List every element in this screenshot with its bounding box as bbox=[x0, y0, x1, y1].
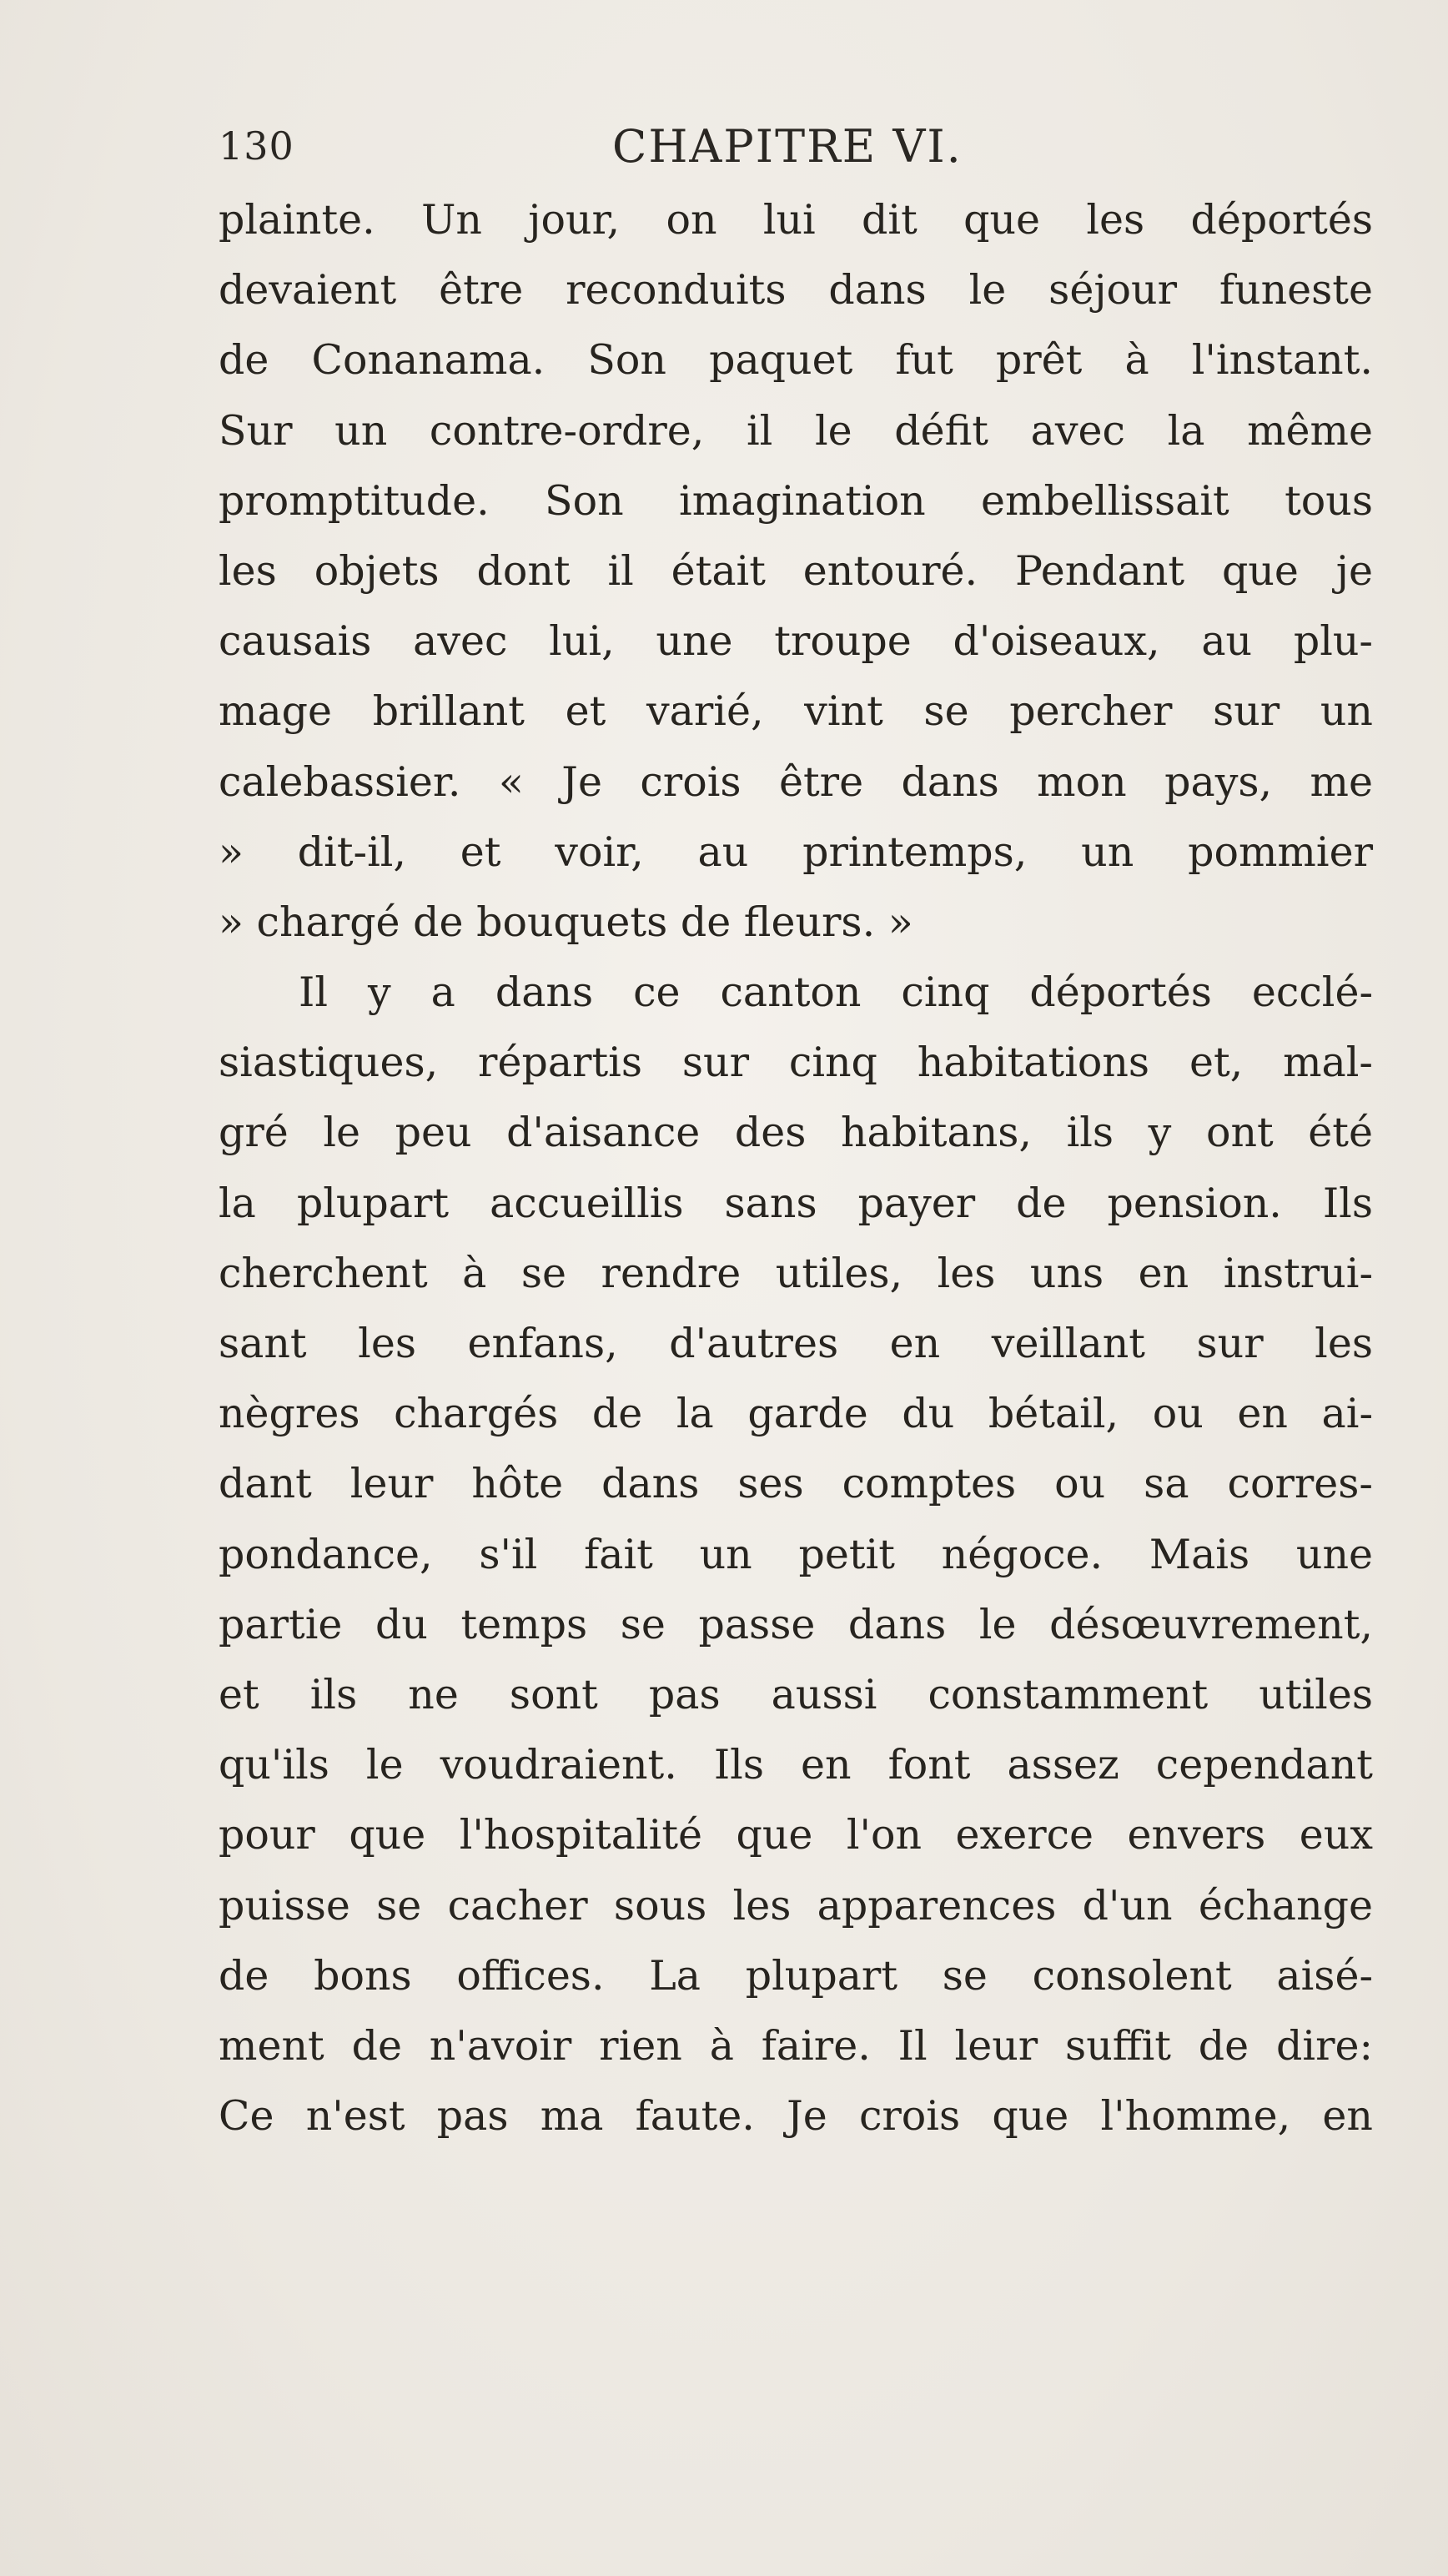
text-line: ment de n'avoir rien à faire. Il leur suffit de dire: bbox=[219, 2021, 1373, 2070]
text-line: la plupart accueillis sans payer de pension. Ils bbox=[219, 1179, 1373, 1227]
text-line: Ce n'est pas ma faute. Je crois que l'homme, en bbox=[219, 2092, 1373, 2141]
text-line: Il y a dans ce canton cinq déportés ecclé- bbox=[299, 969, 1373, 1017]
text-line: partie du temps se passe dans le désœuvrement, bbox=[219, 1600, 1373, 1648]
text-line: siastiques, répartis sur cinq habitations et, mal- bbox=[219, 1039, 1373, 1087]
text-line: les objets dont il était entouré. Pendant que je bbox=[219, 546, 1373, 595]
text-line: et ils ne sont pas aussi constamment utiles bbox=[219, 1670, 1373, 1718]
text-line: qu'ils le voudraient. Ils en font assez cependant bbox=[219, 1741, 1373, 1789]
text-line: de bons offices. La plupart se consolent aisé- bbox=[219, 1951, 1373, 2000]
page-number: 130 bbox=[219, 123, 294, 169]
text-line: gré le peu d'aisance des habitans, ils y ont été bbox=[219, 1109, 1373, 1157]
text-line: plainte. Un jour, on lui dit que les déportés bbox=[219, 196, 1373, 244]
text-line: puisse se cacher sous les apparences d'un échange bbox=[219, 1881, 1373, 1929]
body-text bbox=[219, 185, 1373, 2151]
text-line: pondance, s'il fait un petit négoce. Mais une bbox=[219, 1530, 1373, 1578]
text-line: calebassier. « Je crois être dans mon pays, me bbox=[219, 757, 1373, 806]
text-line: Sur un contre-ordre, il le défit avec la même bbox=[219, 406, 1373, 455]
text-line: mage brillant et varié, vint se percher sur un bbox=[219, 687, 1373, 736]
text-line: » chargé de bouquets de fleurs. » bbox=[219, 898, 913, 946]
text-line: nègres chargés de la garde du bétail, ou en ai- bbox=[219, 1390, 1373, 1438]
text-line: cherchent à se rendre utiles, les uns en instrui- bbox=[219, 1249, 1373, 1297]
text-line: pour que l'hospitalité que l'on exerce envers eux bbox=[219, 1811, 1373, 1859]
running-head: CHAPITRE VI. bbox=[612, 120, 963, 173]
text-line: dant leur hôte dans ses comptes ou sa corres- bbox=[219, 1460, 1373, 1508]
text-line: causais avec lui, une troupe d'oiseaux, au plu- bbox=[219, 617, 1373, 666]
text-line: devaient être reconduits dans le séjour funeste bbox=[219, 266, 1373, 314]
text-line: » dit-il, et voir, au printemps, un pommier bbox=[219, 828, 1373, 876]
text-line: sant les enfans, d'autres en veillant sur les bbox=[219, 1320, 1373, 1367]
text-line: de Conanama. Son paquet fut prêt à l'instant. bbox=[219, 336, 1373, 385]
text-line: promptitude. Son imagination embellissait tous bbox=[219, 476, 1373, 525]
page-header bbox=[219, 117, 1373, 184]
